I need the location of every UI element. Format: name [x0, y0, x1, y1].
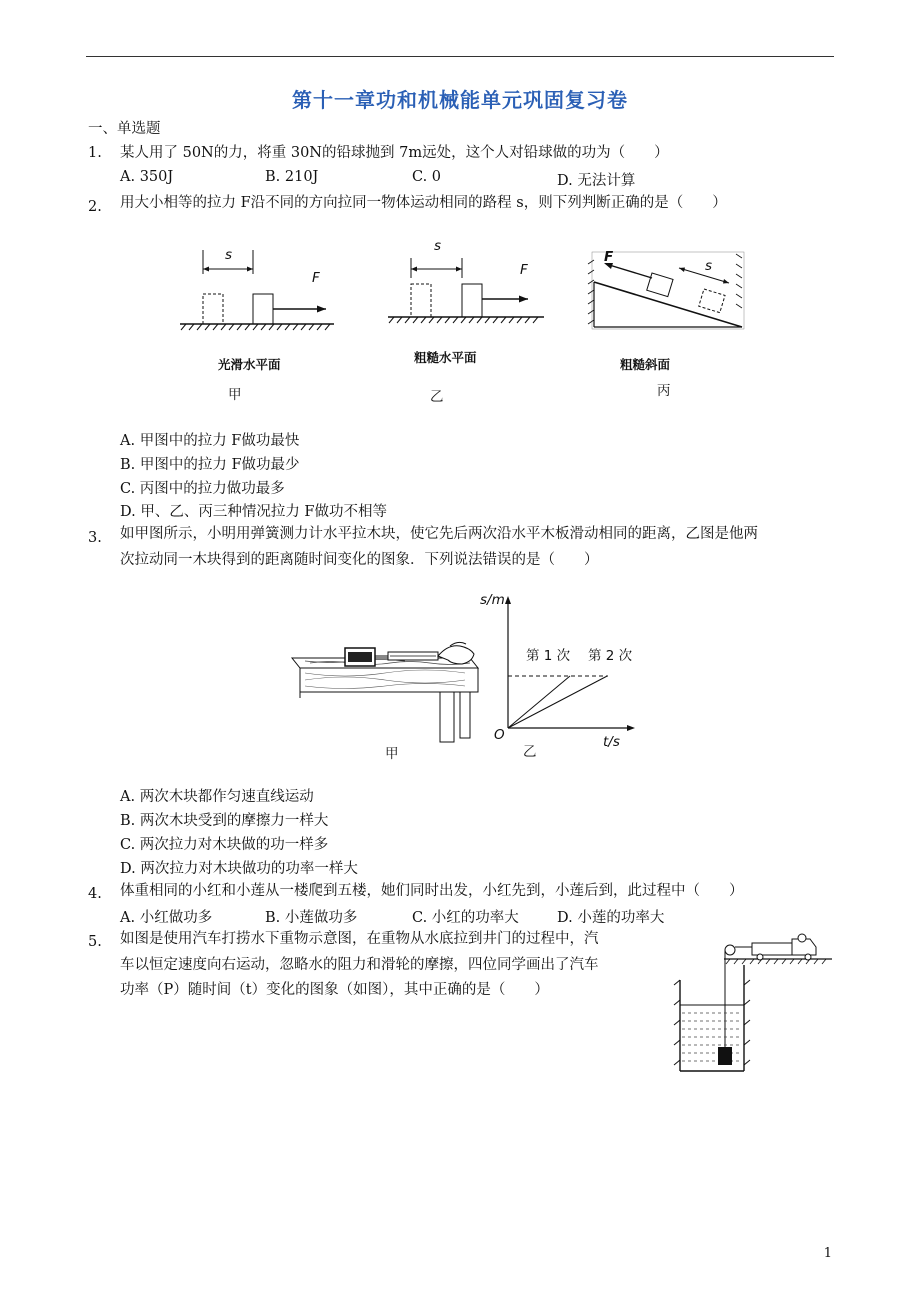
distance-time-chart: [470, 590, 650, 750]
q4-option-b: B. 小莲做功多: [265, 910, 358, 926]
q2-option-c: C. 丙图中的拉力做功最多: [120, 481, 285, 497]
chart-x-label: t/s: [603, 734, 620, 750]
figure-truck-well: [672, 925, 837, 1075]
q1-option-a: A. 350J: [120, 169, 174, 185]
figure-rough-surface: [386, 238, 546, 333]
q1-stem: 某人用了 50N的力，将重 30N的铅球抛到 7m远处，这个人对铅球做的功为（ ）: [120, 145, 669, 161]
chart-y-label: s/m: [480, 592, 505, 608]
header-rule: [86, 56, 834, 57]
q2-option-d: D. 甲、乙、丙三种情况拉力 F做功不相等: [120, 504, 387, 520]
q3-stem-line2: 次拉动同一木块得到的距离随时间变化的图象．下列说法错误的是（ ）: [120, 552, 599, 568]
q5-number: 5.: [88, 934, 102, 950]
series-line-1: [508, 676, 570, 728]
q4-number: 4.: [88, 886, 102, 902]
fig1-name: 甲: [228, 387, 242, 403]
q2-option-b: B. 甲图中的拉力 F做功最少: [120, 457, 300, 473]
q4-option-a: A. 小红做功多: [120, 910, 213, 926]
q1-option-c: C. 0: [412, 169, 442, 185]
q2-number: 2.: [88, 199, 102, 215]
series-line-2: [508, 676, 607, 728]
q1-number: 1.: [88, 145, 102, 161]
fig2-s-label: s: [434, 238, 442, 254]
q1-option-d: D. 无法计算: [557, 173, 636, 189]
q4-option-d: D. 小莲的功率大: [557, 910, 665, 926]
chart-origin-label: O: [494, 727, 505, 743]
q3-stem-line1: 如甲图所示，小明用弹簧测力计水平拉木块，使它先后两次沿水平木板滑动相同的距离，乙图是他两: [120, 526, 758, 542]
fig2-caption: 粗糙水平面: [414, 350, 477, 365]
q4-option-c: C. 小红的功率大: [412, 910, 519, 926]
fig-jia-name: 甲: [385, 746, 399, 762]
q5-stem-line2: 车以恒定速度向右运动，忽略水的阻力和滑轮的摩擦，四位同学画出了汽车: [120, 957, 599, 973]
q5-stem-line3: 功率（P）随时间（t）变化的图象（如图），其中正确的是（ ）: [120, 982, 549, 998]
legend-series-2: 第 2 次: [588, 648, 633, 664]
fig-yi-name: 乙: [523, 744, 537, 760]
fig1-caption: 光滑水平面: [218, 357, 281, 372]
fig3-caption: 粗糙斜面: [620, 357, 671, 372]
q2-option-a: A. 甲图中的拉力 F做功最快: [120, 433, 300, 449]
fig1-s-label: s: [225, 247, 233, 263]
section-heading: 一、单选题: [88, 121, 161, 137]
q4-stem: 体重相同的小红和小莲从一楼爬到五楼，她们同时出发，小红先到，小莲后到，此过程中（ ）: [120, 883, 744, 899]
fig2-f-label: F: [520, 262, 528, 278]
fig1-f-label: F: [312, 270, 320, 286]
q3-option-c: C. 两次拉力对木块做的功一样多: [120, 837, 329, 853]
fig3-name: 丙: [657, 383, 671, 399]
legend-series-1: 第 1 次: [526, 648, 571, 664]
q3-option-b: B. 两次木块受到的摩擦力一样大: [120, 813, 329, 829]
page-number: 1: [823, 1246, 832, 1261]
q3-option-d: D. 两次拉力对木块做功的功率一样大: [120, 861, 358, 877]
q3-number: 3.: [88, 530, 102, 546]
page-title: 第十一章功和机械能单元巩固复习卷: [292, 88, 628, 112]
q3-option-a: A. 两次木块都作匀速直线运动: [120, 789, 314, 805]
fig3-s-label: s: [705, 258, 713, 274]
q1-option-b: B. 210J: [265, 169, 319, 185]
fig2-name: 乙: [430, 389, 444, 405]
figure-spring-scale-setup: [290, 640, 490, 745]
fig3-f-label: F: [604, 249, 614, 265]
q5-stem-line1: 如图是使用汽车打捞水下重物示意图，在重物从水底拉到井门的过程中，汽: [120, 931, 599, 947]
q2-stem: 用大小相等的拉力 F沿不同的方向拉同一物体运动相同的路程 s，则下列判断正确的是（ ）: [120, 195, 727, 211]
